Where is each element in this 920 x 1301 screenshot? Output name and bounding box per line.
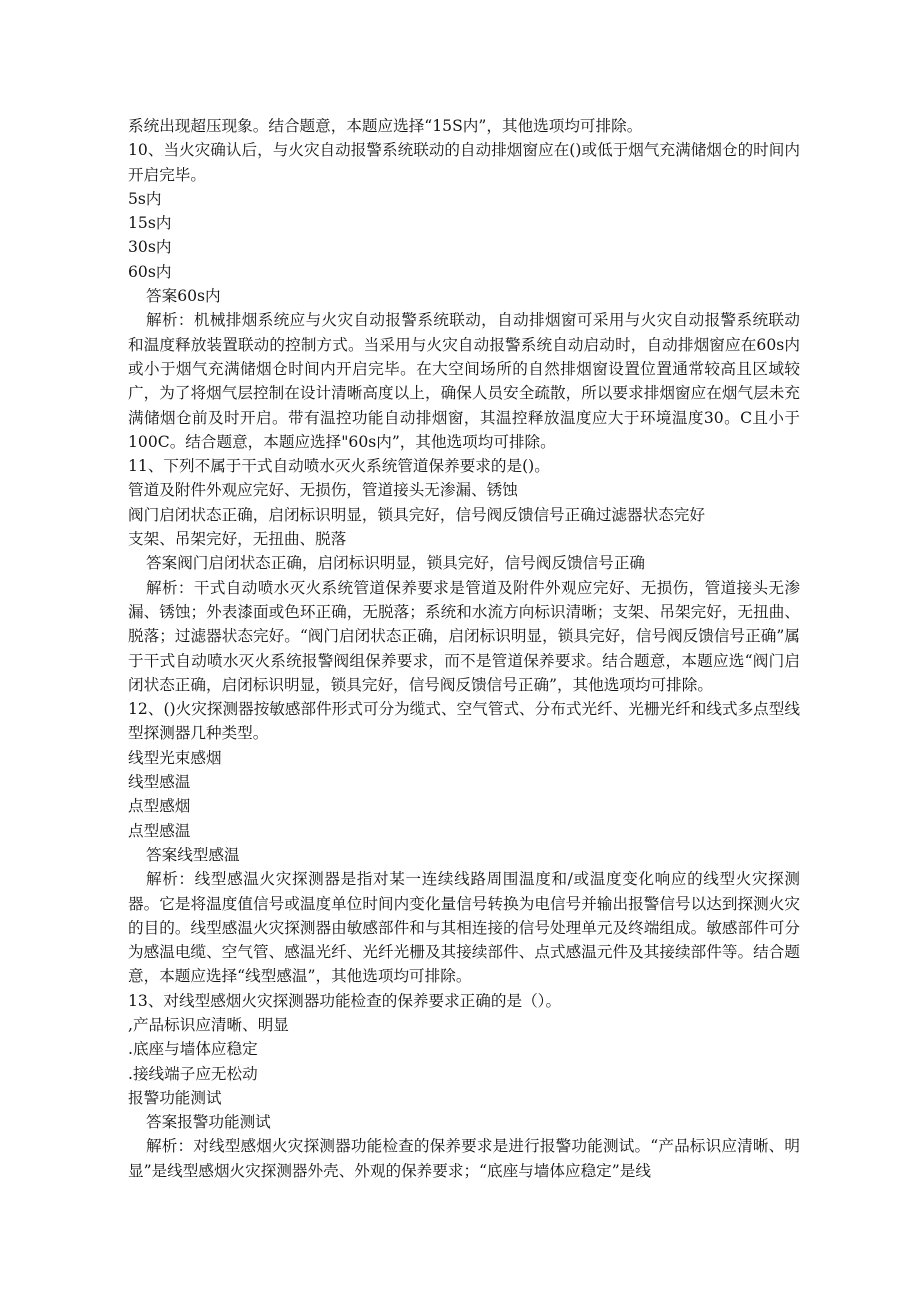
option: 支架、吊架完好，无扭曲、脱落 (128, 530, 347, 549)
option: 报警功能测试 (128, 1088, 222, 1107)
option: 30s内 (128, 238, 172, 257)
answer: 答案线型感温 (146, 845, 240, 864)
question-12: 12、()火灾探测器按敏感部件形式可分为缆式、空气管式、分布式光纤、光栅光纤和线式多点型线型探测器几种类型。 (128, 700, 800, 743)
answer: 答案报警功能测试 (146, 1113, 271, 1132)
option: ,产品标识应清晰、明显 (128, 1015, 289, 1034)
answer: 答案阀门启闭状态正确，启闭标识明显，锁具完好，信号阀反馈信号正确 (146, 554, 646, 573)
option: 5s内 (128, 189, 162, 208)
option: 线型光束感烟 (128, 748, 222, 767)
question-11: 11、下列不属于干式自动喷水灭火系统管道保养要求的是()。 (128, 457, 550, 476)
explanation: 解析：对线型感烟火灾探测器功能检查的保养要求是进行报警功能测试。“产品标识应清晰、明显”是线型感烟火灾探测器外壳、外观的保养要求；“底座与墙体应稳定”是线 (128, 1137, 800, 1180)
option: .底座与墙体应稳定 (128, 1040, 258, 1059)
option: 管道及附件外观应完好、无损伤，管道接头无渗漏、锈蚀 (128, 481, 518, 500)
question-13: 13、对线型感烟火灾探测器功能检查的保养要求正确的是（）。 (128, 991, 562, 1010)
explanation: 解析：线型感温火灾探测器是指对某一连续线路周围温度和/或温度变化响应的线型火灾探测器。它是将温度值信号或温度单位时间内变化量信号转换为电信号并输出报警信号以达到探测火灾的目的。线型感温火灾探测器由敏感部件和与其相连接的信号处理单元及终端组成。敏感部件可分为感温电缆、空气管、感温光纤、光纤光栅及其接续部件、点式感温元件及其接续部件等。结合题意，本题应选择“线型感温”，其他选项均可排除。 (128, 870, 800, 986)
explanation: 解析：干式自动喷水灭火系统管道保养要求是管道及附件外观应完好、无损伤，管道接头无渗漏、锈蚀；外表漆面或色环正确，无脱落；系统和水流方向标识清晰；支架、吊架完好，无扭曲、脱落；过滤器状态完好。“阀门启闭状态正确，启闭标识明显，锁具完好，信号阀反馈信号正确”属于干式自动喷水灭火系统报警阀组保养要求，而不是管道保养要求。结合题意，本题应选“阀门启闭状态正确，启闭标识明显，锁具完好，信号阀反馈信号正确”，其他选项均可排除。 (128, 578, 800, 694)
option: 阀门启闭状态正确，启闭标识明显，锁具完好，信号阀反馈信号正确过滤器状态完好 (128, 505, 705, 524)
paragraph-continuation: 系统出现超压现象。结合题意，本题应选择“15S内”，其他选项均可排除。 (128, 117, 643, 135)
answer: 答案60s内 (146, 287, 221, 306)
option: 点型感温 (128, 821, 191, 840)
option: .接线端子应无松动 (128, 1064, 258, 1083)
document-page (128, 114, 800, 1183)
option: 15s内 (128, 214, 172, 233)
option: 点型感烟 (128, 797, 191, 816)
option: 线型感温 (128, 773, 191, 792)
explanation: 解析：机械排烟系统应与火灾自动报警系统联动，自动排烟窗可采用与火灾自动报警系统联动和温度释放装置联动的控制方式。当采用与火灾自动报警系统自动启动时，自动排烟窗应在60s内或小于烟气充满储烟仓时间内开启完毕。在大空间场所的自然排烟窗设置位置通常较高且区域较广，为了将烟气层控制在设计清晰高度以上，确保人员安全疏散，所以要求排烟窗应在烟气层未充满储烟仓前及时开启。带有温控功能自动排烟窗，其温控释放温度应大于环境温度30。C且小于100C。结合题意，本题应选择"60s内”，其他选项均可排除。 (128, 311, 800, 451)
option: 60s内 (128, 262, 172, 281)
question-10: 10、当火灾确认后，与火灾自动报警系统联动的自动排烟窗应在()或低于烟气充满储烟仓的时间内开启完毕。 (128, 141, 800, 184)
